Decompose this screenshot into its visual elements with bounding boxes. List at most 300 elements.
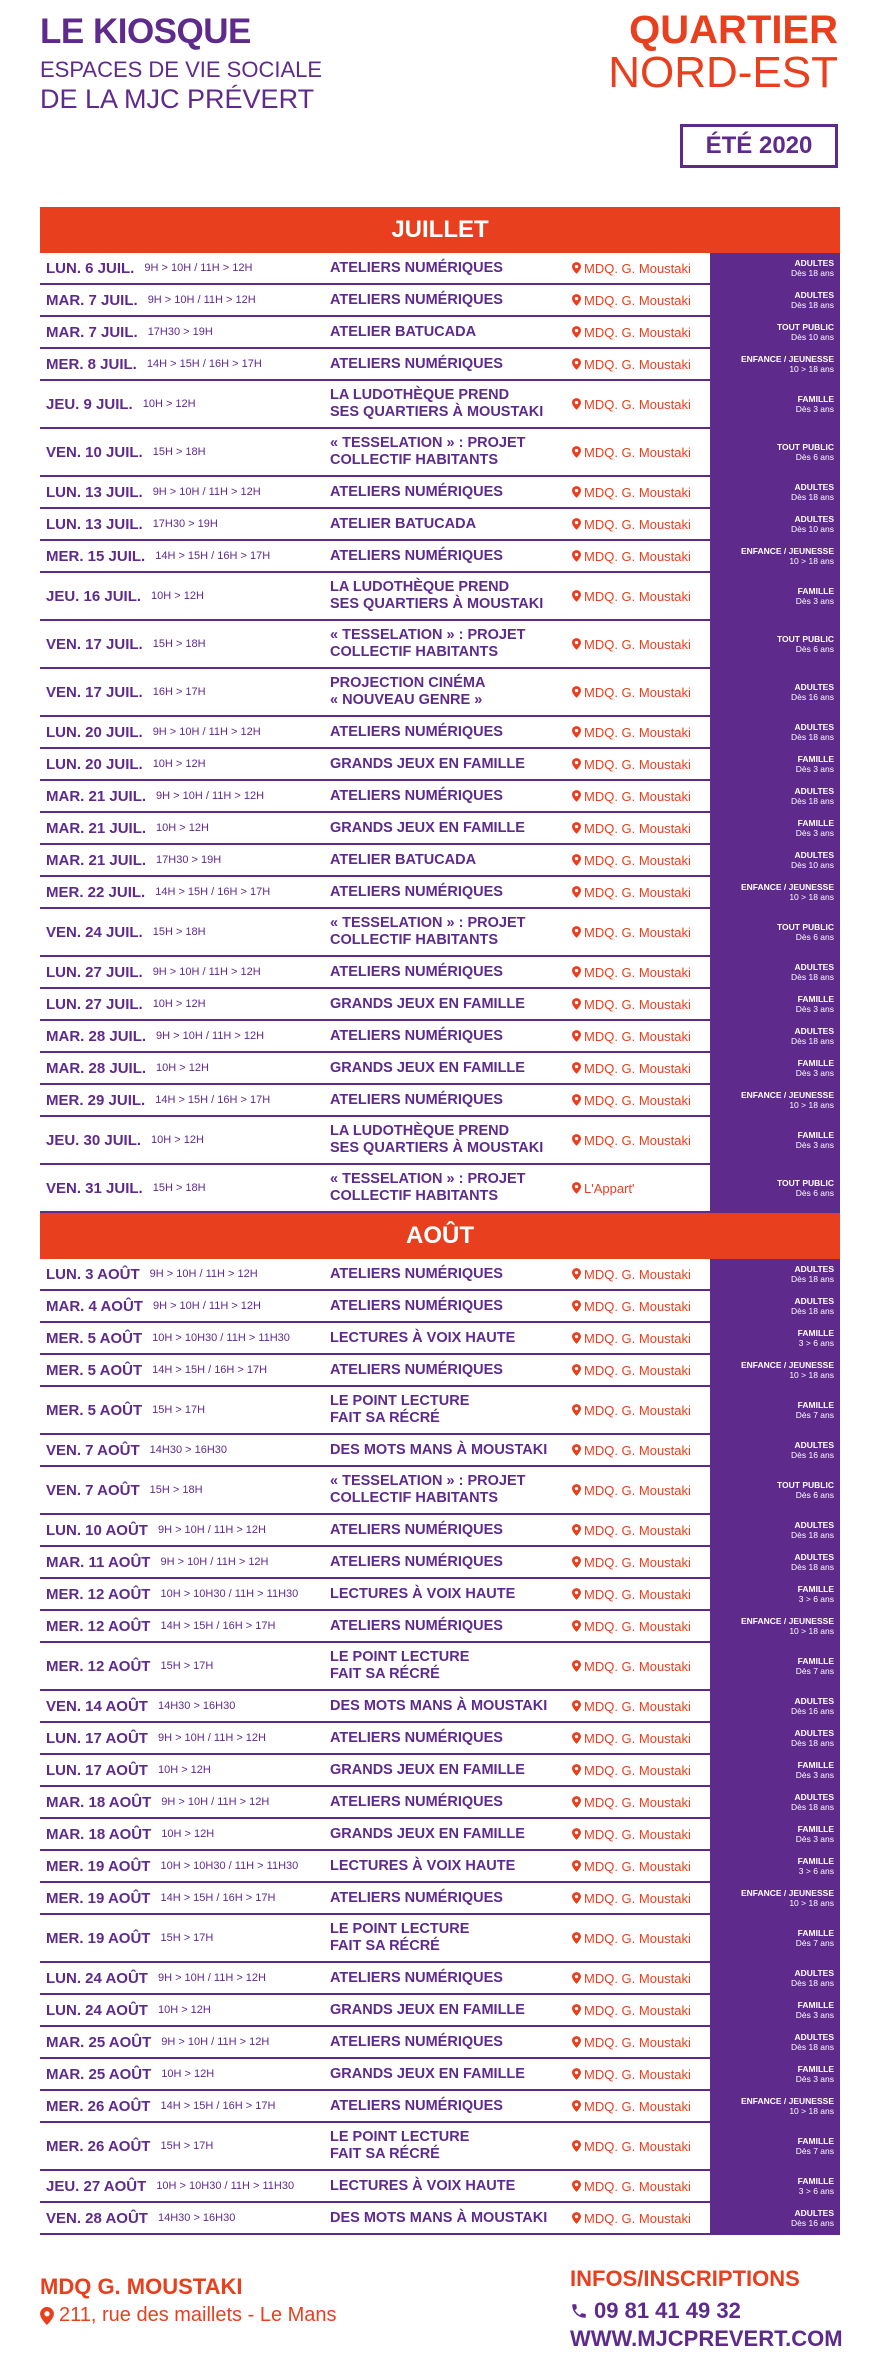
event-activity: ATELIERS NUMÉRIQUES <box>330 2097 503 2114</box>
audience-age: 10 > 18 ans <box>789 1626 834 1636</box>
audience-age: Dès 18 ans <box>791 796 834 806</box>
date-cell <box>46 669 206 715</box>
event-day: MAR. 18 AOÛT <box>46 1793 152 1811</box>
event-activity: ATELIERS NUMÉRIQUES <box>330 355 503 372</box>
event-location: MDQ. G. Moustaki <box>584 1330 691 1346</box>
map-pin-icon <box>572 1732 584 1744</box>
event-audience <box>710 957 840 987</box>
map-pin-icon <box>572 398 584 410</box>
schedule-row <box>40 1723 840 1755</box>
event-location-cell <box>572 989 691 1019</box>
audience-group: ENFANCE / JEUNESSE <box>740 1888 834 1898</box>
event-time: 15H > 18H <box>149 1484 203 1496</box>
event-audience <box>710 1355 840 1385</box>
event-activity: ATELIER BATUCADA <box>330 323 477 340</box>
audience-age: 10 > 18 ans <box>789 2106 834 2116</box>
event-audience <box>710 1467 840 1513</box>
audience-age: 10 > 18 ans <box>789 1898 834 1908</box>
schedule-row <box>40 1547 840 1579</box>
map-pin-icon <box>572 1182 584 1194</box>
audience-group: ENFANCE / JEUNESSE <box>740 1090 834 1100</box>
map-pin-icon <box>572 1892 584 1904</box>
schedule-row <box>40 1963 840 1995</box>
event-location: MDQ. G. Moustaki <box>584 2210 691 2226</box>
event-activity: LECTURES À VOIX HAUTE <box>330 2177 516 2194</box>
event-location-cell <box>572 1787 691 1817</box>
event-day: LUN. 10 AOÛT <box>46 1521 148 1539</box>
event-time: 10H > 10H30 / 11H > 11H30 <box>152 1332 290 1344</box>
schedule-row <box>40 877 840 909</box>
audience-age: Dès 3 ans <box>795 404 834 414</box>
event-location: MDQ. G. Moustaki <box>584 1658 691 1674</box>
event-location-cell <box>572 1355 691 1385</box>
brand-subtitle-line2: DE LA MJC PRÉVERT <box>40 84 315 114</box>
schedule-row <box>40 1467 840 1515</box>
date-cell <box>46 1355 267 1385</box>
event-activity: GRANDS JEUX EN FAMILLE <box>330 1059 525 1076</box>
venue-name: MDQ G. MOUSTAKI <box>40 2274 243 2299</box>
event-location-cell <box>572 1053 691 1083</box>
event-location: MDQ. G. Moustaki <box>584 756 691 772</box>
date-cell <box>46 1085 270 1115</box>
schedule-row <box>40 1851 840 1883</box>
event-day: MER. 12 AOÛT <box>46 1617 151 1635</box>
event-location: MDQ. G. Moustaki <box>584 588 691 604</box>
event-time: 10H > 12H <box>151 1134 204 1146</box>
schedule-row <box>40 1323 840 1355</box>
event-audience <box>710 1691 840 1721</box>
audience-group: FAMILLE <box>797 1400 834 1410</box>
schedule-row <box>40 1165 840 1213</box>
event-day: MER. 5 AOÛT <box>46 1401 143 1419</box>
event-location: MDQ. G. Moustaki <box>584 2138 691 2154</box>
date-cell <box>46 1963 266 1993</box>
event-location-cell <box>572 1435 691 1465</box>
event-location-cell <box>572 1259 691 1289</box>
event-day: VEN. 17 JUIL. <box>46 635 143 653</box>
event-time: 10H > 12H <box>161 1828 215 1840</box>
event-location: MDQ. G. Moustaki <box>584 1554 691 1570</box>
date-cell <box>46 1165 206 1211</box>
audience-age: Dès 3 ans <box>795 2074 834 2084</box>
event-audience <box>710 669 840 715</box>
event-day: MER. 15 JUIL. <box>46 547 146 565</box>
event-time: 14H > 15H / 16H > 17H <box>160 2100 276 2112</box>
event-time: 17H30 > 19H <box>147 326 213 338</box>
audience-age: Dès 3 ans <box>795 764 834 774</box>
event-location-cell <box>572 2027 691 2057</box>
event-day: MAR. 28 JUIL. <box>46 1059 147 1077</box>
audience-age: Dès 18 ans <box>791 300 834 310</box>
schedule-row <box>40 2091 840 2123</box>
audience-group: ADULTES <box>794 1440 834 1450</box>
event-day: VEN. 7 AOÛT <box>46 1441 140 1459</box>
map-pin-icon <box>572 2140 584 2152</box>
audience-age: Dès 6 ans <box>795 932 834 942</box>
event-audience <box>710 1547 840 1577</box>
event-day: LUN. 27 JUIL. <box>46 995 143 1013</box>
map-pin-icon <box>572 1404 584 1416</box>
audience-group: ADULTES <box>794 1728 834 1738</box>
event-time: 10H > 12H <box>156 1062 209 1074</box>
audience-age: Dès 3 ans <box>795 2010 834 2020</box>
event-activity: GRANDS JEUX EN FAMILLE <box>330 1761 525 1778</box>
event-day: LUN. 3 AOÛT <box>46 1265 140 1283</box>
audience-age: Dès 7 ans <box>795 2146 834 2156</box>
audience-group: TOUT PUBLIC <box>777 1178 834 1188</box>
schedule-row <box>40 1435 840 1467</box>
event-location-cell <box>572 2171 691 2201</box>
event-location: MDQ. G. Moustaki <box>584 1794 691 1810</box>
event-day: MAR. 21 JUIL. <box>46 787 147 805</box>
event-location: MDQ. G. Moustaki <box>584 1060 691 1076</box>
schedule-row <box>40 1259 840 1291</box>
event-time: 15H > 18H <box>152 926 206 938</box>
event-audience <box>710 1021 840 1051</box>
date-cell <box>46 477 261 507</box>
event-activity: ATELIERS NUMÉRIQUES <box>330 1617 503 1634</box>
event-location-cell <box>572 717 691 747</box>
event-day: VEN. 31 JUIL. <box>46 1179 143 1197</box>
schedule-row <box>40 813 840 845</box>
event-time: 9H > 10H / 11H > 12H <box>157 1732 266 1744</box>
event-location-cell <box>572 573 691 619</box>
schedule-row <box>40 2027 840 2059</box>
event-audience <box>710 1995 840 2025</box>
date-cell <box>46 1021 264 1051</box>
schedule-row <box>40 1053 840 1085</box>
date-cell <box>46 381 196 427</box>
audience-group: FAMILLE <box>797 1760 834 1770</box>
event-location-cell <box>572 1915 691 1961</box>
schedule-row <box>40 1387 840 1435</box>
event-audience <box>710 1963 840 1993</box>
event-location-cell <box>572 845 691 875</box>
event-audience <box>710 1259 840 1289</box>
event-time: 10H > 10H30 / 11H > 11H30 <box>160 1860 299 1872</box>
event-location: MDQ. G. Moustaki <box>584 1442 691 1458</box>
event-activity: « TESSELATION » : PROJET COLLECTIF HABITANTS <box>330 915 526 948</box>
event-audience <box>710 2203 840 2233</box>
audience-group: ADULTES <box>794 1026 834 1036</box>
event-activity: LE POINT LECTURE FAIT SA RÉCRÉ <box>330 1393 470 1426</box>
date-cell <box>46 541 270 571</box>
audience-group: FAMILLE <box>797 1856 834 1866</box>
event-location-cell <box>572 509 691 539</box>
date-cell <box>46 1117 204 1163</box>
event-location: MDQ. G. Moustaki <box>584 820 691 836</box>
audience-group: FAMILLE <box>797 1584 834 1594</box>
event-day: MAR. 25 AOÛT <box>46 2065 152 2083</box>
event-location-cell <box>572 1165 635 1211</box>
event-location-cell <box>572 1291 691 1321</box>
event-audience <box>710 1643 840 1689</box>
event-time: 9H > 10H / 11H > 12H <box>149 1268 258 1280</box>
date-cell <box>46 1387 205 1433</box>
event-location-cell <box>572 1851 691 1881</box>
event-location: MDQ. G. Moustaki <box>584 2098 691 2114</box>
event-day: MAR. 28 JUIL. <box>46 1027 147 1045</box>
map-pin-icon <box>572 1796 584 1808</box>
event-time: 10H > 10H30 / 11H > 11H30 <box>156 2180 295 2192</box>
event-location: MDQ. G. Moustaki <box>584 1930 691 1946</box>
audience-age: Dès 3 ans <box>795 828 834 838</box>
map-pin-icon <box>572 550 584 562</box>
audience-age: Dès 6 ans <box>795 644 834 654</box>
date-cell <box>46 1611 275 1641</box>
event-location: MDQ. G. Moustaki <box>584 788 691 804</box>
date-cell <box>46 813 209 843</box>
audience-group: FAMILLE <box>797 1328 834 1338</box>
date-cell <box>46 2203 235 2233</box>
audience-age: Dès 18 ans <box>791 972 834 982</box>
event-location-cell <box>572 1995 691 2025</box>
map-pin-icon <box>572 998 584 1010</box>
event-location-cell <box>572 2091 691 2121</box>
event-location-cell <box>572 1387 691 1433</box>
website-link[interactable]: WWW.MJCPREVERT.COM <box>570 2326 843 2351</box>
event-day: LUN. 17 AOÛT <box>46 1729 148 1747</box>
event-location: MDQ. G. Moustaki <box>584 724 691 740</box>
event-activity: ATELIERS NUMÉRIQUES <box>330 1553 503 1570</box>
date-cell <box>46 573 204 619</box>
audience-group: ADULTES <box>794 514 834 524</box>
map-pin-icon <box>572 926 584 938</box>
event-location: MDQ. G. Moustaki <box>584 1092 691 1108</box>
date-cell <box>46 1053 209 1083</box>
event-activity: LA LUDOTHÈQUE PREND SES QUARTIERS À MOUSTAKI <box>330 1123 544 1156</box>
map-pin-icon <box>572 1030 584 1042</box>
map-pin-icon <box>572 790 584 802</box>
event-day: MER. 19 AOÛT <box>46 1889 151 1907</box>
date-cell <box>46 1723 266 1753</box>
event-audience <box>710 621 840 667</box>
event-time: 14H > 15H / 16H > 17H <box>160 1892 276 1904</box>
event-time: 9H > 10H / 11H > 12H <box>152 966 261 978</box>
venue-address-block <box>40 2304 337 2327</box>
event-day: LUN. 20 JUIL. <box>46 755 143 773</box>
schedule-row <box>40 1085 840 1117</box>
event-location-cell <box>572 1723 691 1753</box>
event-audience <box>710 1611 840 1641</box>
phone-number[interactable]: 09 81 41 49 32 <box>594 2298 741 2323</box>
event-time: 9H > 10H / 11H > 12H <box>144 262 253 274</box>
event-time: 14H30 > 16H30 <box>157 2212 236 2224</box>
event-day: JEU. 9 JUIL. <box>46 395 133 413</box>
schedule-row <box>40 1691 840 1723</box>
audience-group: ENFANCE / JEUNESSE <box>740 1360 834 1370</box>
audience-group: FAMILLE <box>797 2136 834 2146</box>
event-activity: GRANDS JEUX EN FAMILLE <box>330 995 525 1012</box>
event-location: MDQ. G. Moustaki <box>584 1298 691 1314</box>
event-location-cell <box>572 429 691 475</box>
event-location-cell <box>572 1755 691 1785</box>
info-title: INFOS/INSCRIPTIONS <box>570 2266 800 2291</box>
event-audience <box>710 813 840 843</box>
month-header: AOÛT <box>40 1213 840 1259</box>
event-audience <box>710 1915 840 1961</box>
event-day: JEU. 30 JUIL. <box>46 1131 142 1149</box>
event-location-cell <box>572 1883 691 1913</box>
event-audience <box>710 1819 840 1849</box>
event-location: MDQ. G. Moustaki <box>584 1970 691 1986</box>
phone-block <box>570 2298 741 2324</box>
event-day: LUN. 24 AOÛT <box>46 2001 148 2019</box>
event-location: MDQ. G. Moustaki <box>584 1522 691 1538</box>
event-location-cell <box>572 749 691 779</box>
map-pin-icon <box>572 1660 584 1672</box>
event-audience <box>710 1053 840 1083</box>
brand-subtitle-line1: ESPACES DE VIE SOCIALE <box>40 57 323 82</box>
event-location: MDQ. G. Moustaki <box>584 548 691 564</box>
event-location: MDQ. G. Moustaki <box>584 2066 691 2082</box>
audience-group: ADULTES <box>794 258 834 268</box>
audience-age: Dès 18 ans <box>791 1274 834 1284</box>
event-activity: ATELIERS NUMÉRIQUES <box>330 1889 503 1906</box>
event-activity: GRANDS JEUX EN FAMILLE <box>330 2065 525 2082</box>
map-pin-icon <box>572 2180 584 2192</box>
date-cell <box>46 1323 290 1353</box>
event-day: MAR. 7 JUIL. <box>46 291 138 309</box>
map-pin-icon <box>572 726 584 738</box>
audience-group: FAMILLE <box>797 1058 834 1068</box>
event-location-cell <box>572 1611 691 1641</box>
event-location-cell <box>572 669 691 715</box>
schedule-row <box>40 1643 840 1691</box>
audience-age: Dès 16 ans <box>791 1450 834 1460</box>
map-pin-icon <box>572 518 584 530</box>
schedule-row <box>40 1787 840 1819</box>
event-audience <box>710 2027 840 2057</box>
audience-group: ADULTES <box>794 682 834 692</box>
date-cell <box>46 1643 213 1689</box>
map-pin-icon <box>572 1764 584 1776</box>
schedule-row <box>40 621 840 669</box>
map-pin-icon <box>572 686 584 698</box>
event-day: LUN. 17 AOÛT <box>46 1761 148 1779</box>
event-time: 9H > 10H / 11H > 12H <box>161 2036 270 2048</box>
event-location: MDQ. G. Moustaki <box>584 2002 691 2018</box>
event-audience <box>710 2059 840 2089</box>
audience-group: FAMILLE <box>797 754 834 764</box>
event-activity: ATELIER BATUCADA <box>330 515 477 532</box>
event-day: VEN. 17 JUIL. <box>46 683 143 701</box>
audience-age: Dès 10 ans <box>791 332 834 342</box>
map-pin-icon <box>572 590 584 602</box>
event-audience <box>710 429 840 475</box>
event-activity: ATELIERS NUMÉRIQUES <box>330 723 503 740</box>
event-time: 14H > 15H / 16H > 17H <box>155 886 271 898</box>
event-audience <box>710 2171 840 2201</box>
event-time: 15H > 18H <box>152 446 206 458</box>
audience-group: FAMILLE <box>797 1130 834 1140</box>
schedule-row <box>40 1915 840 1963</box>
date-cell <box>46 2123 213 2169</box>
quarter-name: NORD-EST <box>608 48 838 97</box>
event-activity: LE POINT LECTURE FAIT SA RÉCRÉ <box>330 1649 470 1682</box>
event-activity: ATELIERS NUMÉRIQUES <box>330 483 503 500</box>
month-header: JUILLET <box>40 207 840 253</box>
event-time: 15H > 18H <box>152 638 206 650</box>
event-location-cell <box>572 621 691 667</box>
event-audience <box>710 1883 840 1913</box>
audience-group: TOUT PUBLIC <box>777 442 834 452</box>
event-activity: LECTURES À VOIX HAUTE <box>330 1329 516 1346</box>
event-day: JEU. 27 AOÛT <box>46 2177 147 2195</box>
event-time: 9H > 10H / 11H > 12H <box>157 1524 266 1536</box>
event-activity: LE POINT LECTURE FAIT SA RÉCRÉ <box>330 2129 470 2162</box>
event-time: 14H > 15H / 16H > 17H <box>152 1364 268 1376</box>
event-day: MER. 8 JUIL. <box>46 355 137 373</box>
event-location-cell <box>572 1515 691 1545</box>
event-day: JEU. 16 JUIL. <box>46 587 142 605</box>
event-time: 10H > 12H <box>156 822 209 834</box>
event-audience <box>710 285 840 315</box>
event-activity: ATELIERS NUMÉRIQUES <box>330 963 503 980</box>
map-pin-icon <box>572 1932 584 1944</box>
event-location-cell <box>572 1819 691 1849</box>
event-location: MDQ. G. Moustaki <box>584 1858 691 1874</box>
event-activity: DES MOTS MANS À MOUSTAKI <box>330 1697 548 1714</box>
audience-group: ADULTES <box>794 482 834 492</box>
map-pin-icon <box>572 1700 584 1712</box>
audience-group: ADULTES <box>794 1552 834 1562</box>
event-activity: GRANDS JEUX EN FAMILLE <box>330 755 525 772</box>
event-time: 9H > 10H / 11H > 12H <box>152 486 261 498</box>
event-audience <box>710 877 840 907</box>
event-activity: DES MOTS MANS À MOUSTAKI <box>330 2209 548 2226</box>
audience-group: TOUT PUBLIC <box>777 1480 834 1490</box>
date-cell <box>46 2171 294 2201</box>
map-pin-icon <box>572 2068 584 2080</box>
event-location: MDQ. G. Moustaki <box>584 852 691 868</box>
event-location: MDQ. G. Moustaki <box>584 2178 691 2194</box>
audience-age: Dès 16 ans <box>791 1706 834 1716</box>
event-location: MDQ. G. Moustaki <box>584 444 691 460</box>
map-pin-icon <box>572 1588 584 1600</box>
schedule-row <box>40 429 840 477</box>
audience-age: Dès 18 ans <box>791 1036 834 1046</box>
event-day: MAR. 11 AOÛT <box>46 1553 151 1571</box>
date-cell <box>46 2059 214 2089</box>
date-cell <box>46 717 261 747</box>
event-audience <box>710 1579 840 1609</box>
date-cell <box>46 1467 203 1513</box>
audience-group: FAMILLE <box>797 1656 834 1666</box>
event-location: MDQ. G. Moustaki <box>584 2034 691 2050</box>
audience-group: TOUT PUBLIC <box>777 322 834 332</box>
event-location: MDQ. G. Moustaki <box>584 1618 691 1634</box>
event-location-cell <box>572 877 691 907</box>
event-audience <box>710 1387 840 1433</box>
date-cell <box>46 1691 235 1721</box>
event-audience <box>710 749 840 779</box>
event-day: MAR. 18 AOÛT <box>46 1825 152 1843</box>
event-day: MAR. 21 JUIL. <box>46 851 147 869</box>
schedule-row <box>40 1995 840 2027</box>
event-day: MER. 26 AOÛT <box>46 2097 151 2115</box>
event-day: MER. 12 AOÛT <box>46 1585 151 1603</box>
event-time: 14H > 15H / 16H > 17H <box>155 1094 271 1106</box>
event-audience <box>710 2123 840 2169</box>
schedule-row <box>40 1117 840 1165</box>
event-activity: DES MOTS MANS À MOUSTAKI <box>330 1441 548 1458</box>
event-time: 9H > 10H / 11H > 12H <box>152 1300 261 1312</box>
event-activity: « TESSELATION » : PROJET COLLECTIF HABITANTS <box>330 1473 526 1506</box>
event-location-cell <box>572 1963 691 1993</box>
event-audience <box>710 717 840 747</box>
audience-age: Dès 18 ans <box>791 1738 834 1748</box>
